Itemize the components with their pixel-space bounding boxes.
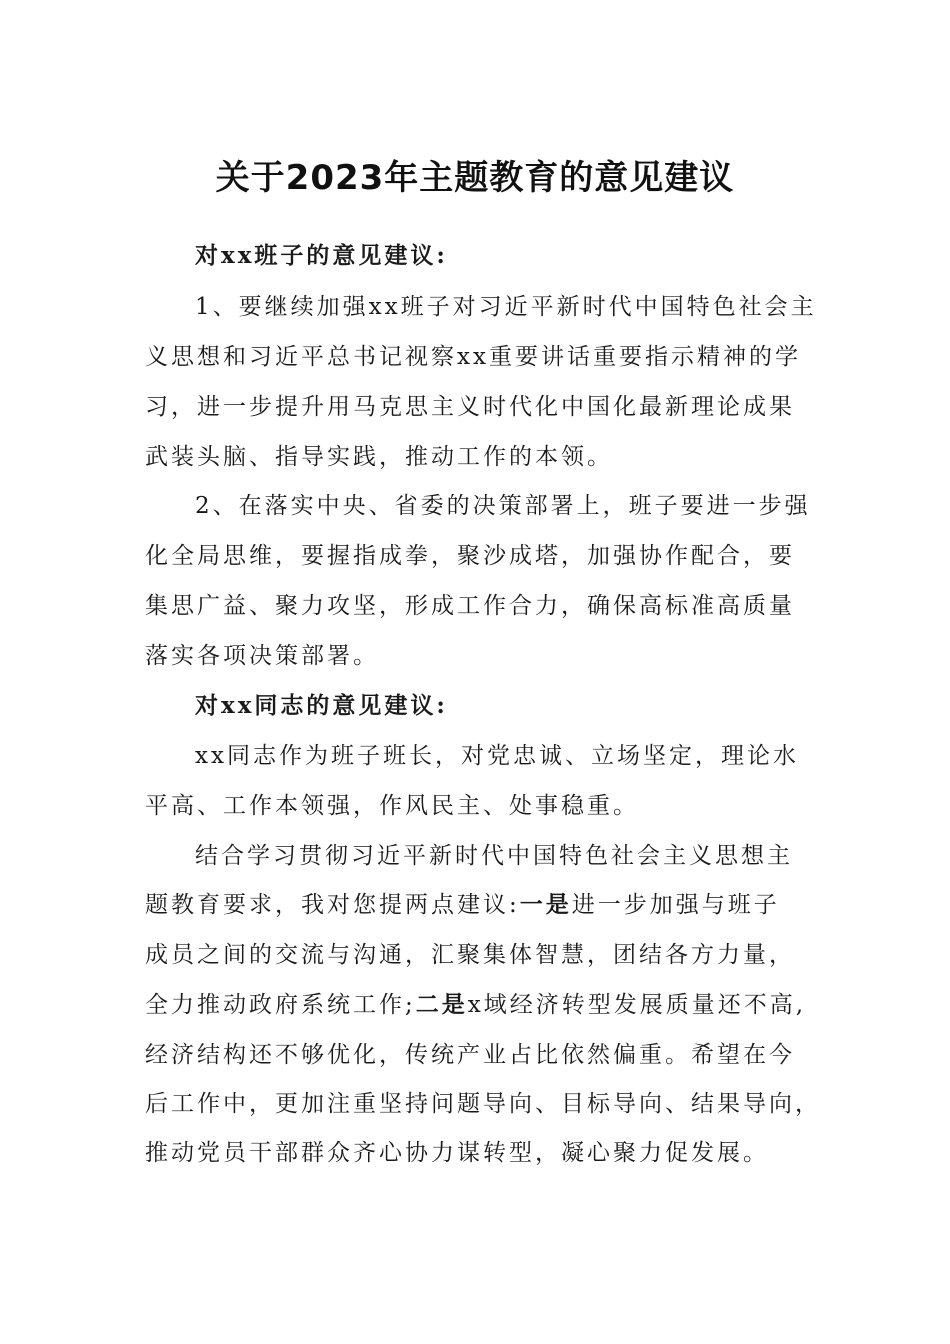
paragraph-1-line-3: 习，进一步提升用马克思主义时代化中国化最新理论成果 bbox=[145, 394, 795, 420]
paragraph-4-line-4-start: 全力推动政府系统工作; bbox=[145, 992, 416, 1018]
paragraph-1-line-1: 1、要继续加强xx班子对习近平新时代中国特色社会主 bbox=[195, 294, 817, 320]
paragraph-4-line-7: 推动党员干部群众齐心协力谋转型，凝心聚力促发展。 bbox=[145, 1140, 769, 1166]
paragraph-4-line-4 bbox=[145, 986, 806, 1019]
paragraph-2-line-3: 集思广益、聚力攻坚，形成工作合力，确保高标准高质量 bbox=[145, 593, 795, 619]
paragraph-2-line-4: 落实各项决策部署。 bbox=[145, 643, 379, 669]
paragraph-4-line-1: 结合学习贯彻习近平新时代中国特色社会主义思想主 bbox=[195, 843, 793, 869]
point-two-label: 二是 bbox=[415, 991, 468, 1018]
paragraph-4-line-2-start: 题教育要求，我对您提两点建议: bbox=[145, 892, 520, 918]
paragraph-3-line-2: 平高、工作本领强，作风民主、处事稳重。 bbox=[145, 793, 639, 819]
section-heading-team: 对xx班子的意见建议: bbox=[195, 242, 448, 269]
paragraph-1-line-2: 义思想和习近平总书记视察xx重要讲话重要指示精神的学 bbox=[145, 344, 801, 370]
paragraph-4-line-2-end: 进一步加强与班子 bbox=[571, 892, 780, 918]
paragraph-4-line-5: 经济结构还不够优化，传统产业占比依然偏重。希望在今 bbox=[145, 1042, 795, 1068]
paragraph-2-line-2: 化全局思维，要握指成拳，聚沙成塔，加强协作配合，要 bbox=[145, 543, 795, 569]
paragraph-4-line-3: 成员之间的交流与沟通，汇聚集体智慧，团结各方力量， bbox=[145, 942, 795, 968]
section-heading-comrade: 对xx同志的意见建议: bbox=[195, 692, 448, 719]
paragraph-3-line-1: xx同志作为班子班长，对党忠诚、立场坚定，理论水 bbox=[195, 743, 799, 769]
paragraph-4-line-4-end: x域经济转型发展质量还不高, bbox=[467, 992, 807, 1018]
point-one-label: 一是 bbox=[519, 891, 572, 918]
paragraph-2-line-1: 2、在落实中央、省委的决策部署上，班子要进一步强 bbox=[195, 493, 811, 519]
paragraph-4-line-6: 后工作中，更加注重坚持问题导向、目标导向、结果导向， bbox=[145, 1091, 821, 1117]
paragraph-4-line-2 bbox=[145, 886, 780, 919]
paragraph-1-line-4: 武装头脑、指导实践，推动工作的本领。 bbox=[145, 444, 613, 470]
document-title: 关于2023年主题教育的意见建议 bbox=[215, 158, 735, 198]
